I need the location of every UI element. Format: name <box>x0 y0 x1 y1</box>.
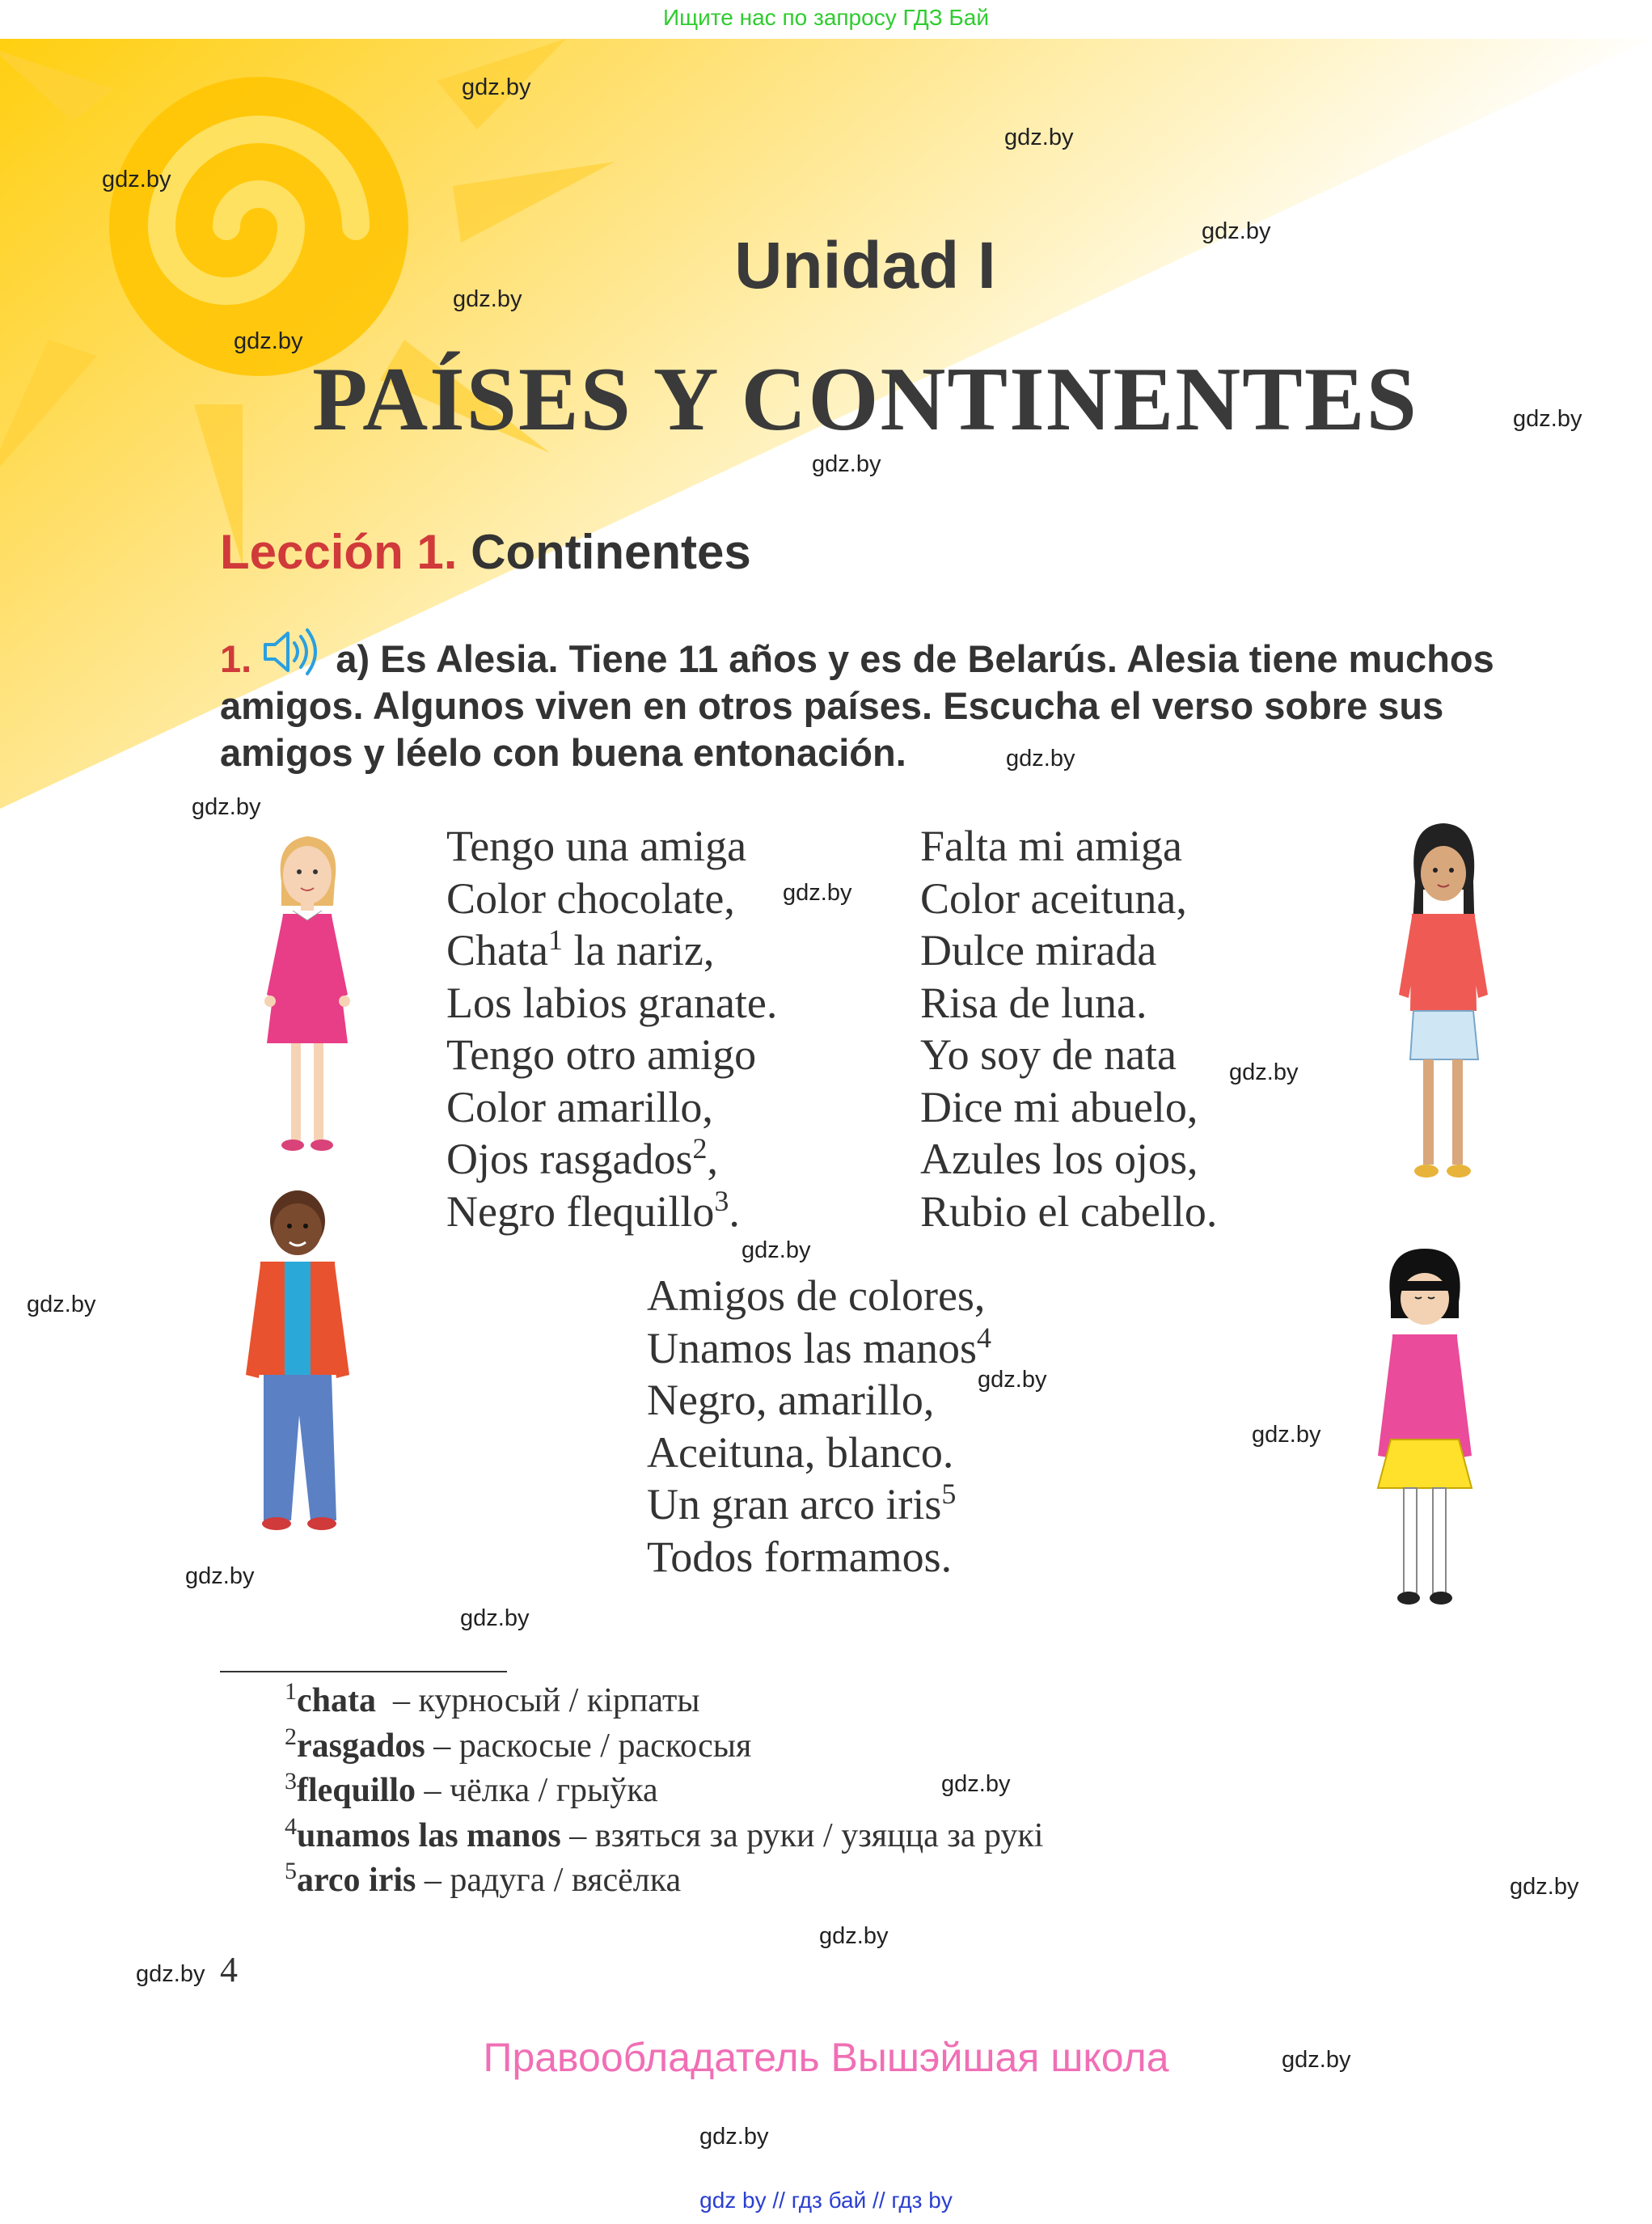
watermark: gdz.by <box>1006 746 1075 772</box>
lesson-heading <box>220 524 751 580</box>
watermark: gdz.by <box>27 1292 96 1317</box>
watermark: gdz.by <box>812 451 881 477</box>
poem-line: Amigos de colores, <box>647 1271 986 1320</box>
poem-line: Ojos rasgados$^2$, <box>446 1132 718 1183</box>
poem-line: Negro flequillo$^3$. <box>446 1184 740 1236</box>
poem-line: Chata$^1$ la nariz, <box>446 924 715 975</box>
poem-line: Color amarillo, <box>446 1082 713 1131</box>
footnote-marker: 4 <box>976 1321 991 1354</box>
poem-line: Color chocolate, <box>446 873 735 923</box>
watermark: gdz.by <box>185 1563 255 1589</box>
watermark: gdz.by <box>941 1771 1011 1797</box>
top-search-note: Ищите нас по запросу ГДЗ Бай <box>662 5 990 30</box>
watermark: gdz.by <box>978 1367 1047 1393</box>
watermark: gdz.by <box>234 328 303 354</box>
poem-line: Los labios granate. <box>446 978 778 1027</box>
poem-line: Risa de luna. <box>920 978 1147 1027</box>
watermark: gdz.by <box>1004 125 1074 150</box>
poem-line: Azules los ojos, <box>920 1135 1198 1183</box>
footnote-item: $^3$flequillo – чёлка / грыўка <box>285 1768 658 1809</box>
unit-title: Unidad I <box>734 229 996 302</box>
watermark: gdz.by <box>192 794 261 820</box>
watermark: gdz.by <box>1282 2047 1351 2073</box>
task-number: 1. <box>220 637 252 680</box>
poem-line: Tengo otro amigo <box>446 1030 757 1079</box>
watermark: gdz.by <box>699 2124 769 2150</box>
task-text: a) Es Alesia. Tiene 11 años y es de Belarús. Alesia tiene muchos amigos. Algunos viven en otros países. Escucha el verso sobre sus amigos y léelo con buena entonación. <box>220 637 1494 774</box>
poem-line: Falta mi amiga <box>920 822 1182 870</box>
watermark: gdz.by <box>1513 406 1582 432</box>
footnote-item: $^2$rasgados – раскосые / раскосыя <box>285 1723 752 1765</box>
bottom-links[interactable]: gdz by // гдз бай // гдз by <box>699 2188 953 2213</box>
copyright-owner: Правообладатель Вышэйшая школа <box>483 2035 1169 2080</box>
watermark: gdz.by <box>783 880 852 906</box>
lesson-number: Lección 1. <box>220 525 458 579</box>
footnote-marker: 2 <box>692 1132 708 1165</box>
footnotes <box>285 1679 1043 1904</box>
footnote-item: $^4$unamos las manos – взяться за руки / узяцца за рукі <box>285 1812 1044 1854</box>
footnote-item: $^5$arco iris – радуга / вясёлка <box>285 1858 682 1899</box>
watermark: gdz.by <box>136 1961 205 1987</box>
poem-line: Dulce mirada <box>920 926 1157 975</box>
boy-red-jacket-illustration <box>231 1181 361 1545</box>
poem-stanza-center <box>647 1270 991 1583</box>
poem-line: Dice mi abuelo, <box>920 1082 1198 1131</box>
poem-line: Un gran arco iris$^5$ <box>647 1478 957 1528</box>
footnote-marker: 3 <box>714 1184 729 1217</box>
poem-line: Todos formamos. <box>647 1532 953 1581</box>
watermark: gdz.by <box>1252 1422 1321 1448</box>
watermark: gdz.by <box>453 286 522 312</box>
page-number: 4 <box>220 1950 238 1989</box>
watermark: gdz.by <box>741 1237 811 1263</box>
watermark: gdz.by <box>460 1605 530 1631</box>
section-title: PAÍSES Y CONTINENTES <box>312 349 1418 450</box>
watermark: gdz.by <box>1229 1059 1299 1085</box>
footnote-marker: 1 <box>547 924 563 956</box>
poem-line: Tengo una amiga <box>446 822 747 870</box>
girl-yellow-skirt-illustration <box>1358 1245 1488 1617</box>
poem-stanza-left <box>446 820 777 1237</box>
watermark: gdz.by <box>1510 1874 1579 1900</box>
watermark: gdz.by <box>462 74 531 100</box>
poem-line: Color aceituna, <box>920 873 1187 923</box>
poem-line: Rubio el cabello. <box>920 1186 1218 1236</box>
poem-line: Yo soy de nata <box>920 1030 1177 1079</box>
watermark: gdz.by <box>102 167 171 192</box>
speaker-icon[interactable] <box>262 627 320 677</box>
girl-red-shirt-illustration <box>1383 817 1504 1197</box>
footnote-marker: 5 <box>941 1478 957 1510</box>
poem-line: Unamos las manos$^4$ <box>647 1321 991 1372</box>
watermark: gdz.by <box>819 1923 889 1949</box>
poem-line: Negro, amarillo, <box>647 1376 935 1424</box>
poem-line: Aceituna, blanco. <box>647 1427 954 1477</box>
poem-stanza-right <box>920 820 1217 1237</box>
girl-pink-dress-illustration <box>243 825 372 1165</box>
lesson-title: Continentes <box>471 525 751 579</box>
footnote-item: $^1$chata – курносый / кірпаты <box>285 1678 700 1719</box>
task-instruction <box>220 627 1554 776</box>
watermark: gdz.by <box>1202 218 1271 244</box>
footnote-separator <box>220 1671 507 1672</box>
